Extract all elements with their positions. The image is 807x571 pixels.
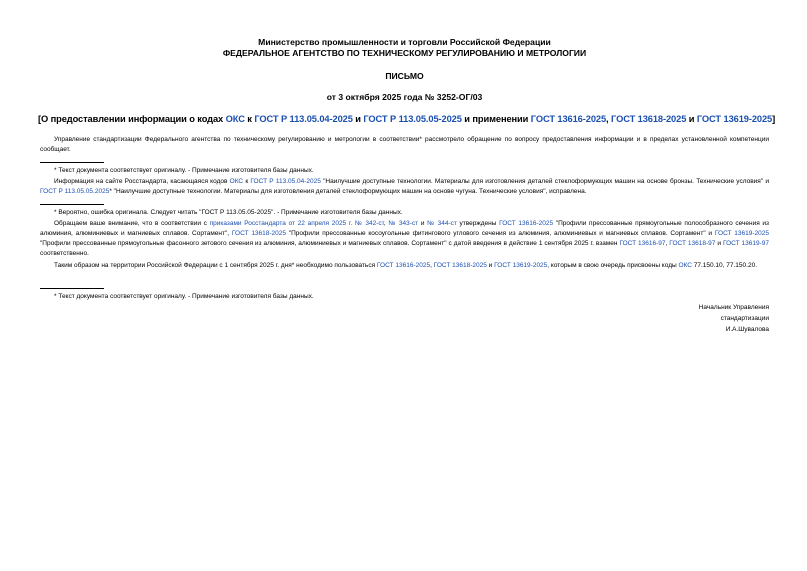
signature-position: Начальник Управления	[698, 304, 769, 311]
gost-13619-2025-link[interactable]: ГОСТ 13619-2025	[714, 230, 770, 237]
paragraph-text: и	[715, 240, 723, 247]
paragraph-text: "Профили прессованные прямоугольные полособразного сечения из алюминия, алюминиевых и магниевых сплавов. Сортамент",	[40, 220, 770, 237]
agency-name: ФЕДЕРАЛЬНОЕ АГЕНТСТВО ПО ТЕХНИЧЕСКОМУ РЕГУЛИРОВАНИЮ И МЕТРОЛОГИИ	[222, 48, 587, 58]
footnote-1: * Текст документа соответствует оригиналу. - Примечание изготовителя базы данных.	[54, 167, 314, 174]
gost-13619-97-link[interactable]: ГОСТ 13619-97	[722, 240, 770, 247]
gost-13618-2025-link[interactable]: ГОСТ 13618-2025	[231, 230, 287, 237]
subject-text: и	[686, 114, 697, 124]
okc-link[interactable]: ОКС	[225, 114, 245, 124]
paragraph-text: Таким образом на территории Российской Федерации с 1 сентября 2025 г. дня* необходимо пользоваться	[54, 262, 377, 269]
document-date-number: от 3 октября 2025 года № 3252-ОГ/03	[326, 92, 483, 102]
rosstandart-orders-link[interactable]: приказами Росстандарта от 22 апреля 2025 г. № 342-ст	[209, 220, 384, 227]
signature-department: стандартизации	[720, 315, 769, 322]
gost-13616-2025-link[interactable]: ГОСТ 13616-2025	[530, 114, 607, 124]
document-type: ПИСЬМО	[385, 71, 424, 81]
paragraph-text: * "Наилучшие доступные технологии. Материалы для изготовления деталей стеклоформующих машин на основе чугуна. Технические условия", исправлена.	[109, 188, 587, 195]
gost-13618-2025-link[interactable]: ГОСТ 13618-2025	[611, 114, 687, 124]
footnote-3: * Текст документа соответствует оригиналу. - Примечание изготовителя базы данных.	[54, 293, 314, 300]
subject-text: [О предоставлении информации о кодах	[38, 114, 226, 124]
paragraph-text: соответственно.	[40, 250, 89, 257]
gost-r-113-05-05-link[interactable]: ГОСТ Р 113.05.05-2025	[363, 114, 462, 124]
paragraph-text: "Профили прессованные косоугольные фитингового углового сечения из алюминия, алюминиевых и магниевых сплавов. Сортамент" и	[286, 230, 715, 237]
ministry-name: Министерство промышленности и торговли Российской Федерации	[258, 37, 551, 47]
paragraph-text: утверждены	[456, 220, 500, 227]
gost-13618-97-link[interactable]: ГОСТ 13618-97	[669, 240, 716, 247]
gost-13619-2025-link[interactable]: ГОСТ 13619-2025	[494, 262, 548, 269]
subject-text: ]	[772, 114, 776, 124]
gost-r-113-05-04-link[interactable]: ГОСТ Р 113.05.04-2025	[250, 178, 321, 185]
gost-13616-97-link[interactable]: ГОСТ 13616-97	[619, 240, 666, 247]
paragraph-text: ,	[430, 262, 434, 269]
gost-r-113-05-04-link[interactable]: ГОСТ Р 113.05.04-2025	[254, 114, 353, 124]
subject-text: и применении	[461, 114, 531, 124]
gost-13619-2025-link[interactable]: ГОСТ 13619-2025	[696, 114, 773, 124]
paragraph-approved-standards	[40, 219, 769, 259]
paragraph-text: "Профили прессованные прямоугольные фасонного зетового сечения из алюминия, алюминиевых и магниевых сплавов. Сортамент" с датой введения в действие 1 сентября 2025 г. взамен	[40, 240, 620, 247]
footnote-2: * Вероятно, ошибка оригинала. Следует читать "ГОСТ Р 113.05.05-2025". - Примечание изготовителя базы данных.	[54, 209, 403, 216]
gost-r-113-05-05-link[interactable]: ГОСТ Р 113.05.05.2025	[40, 188, 110, 195]
okc-link[interactable]: ОКС	[678, 262, 692, 269]
paragraph-text: 77.150.10, 77.150.20.	[691, 262, 757, 269]
paragraph-text: Информация на сайте Росстандарта, касающаяся кодов	[54, 178, 230, 185]
paragraph-text: , которым в свою очередь присвоены коды	[547, 262, 679, 269]
paragraph-intro: Управление стандартизации Федерального агентства по техническому регулированию и метрологии в соответствии* рассмотрело обращение по вопросу предоставления информации и в пределах установленной компетенции сообщает.	[40, 136, 769, 153]
footnote-rule	[40, 162, 104, 163]
document-subject	[38, 113, 776, 125]
paragraph-text: "Наилучшие доступные технологии. Материалы для изготовления деталей стеклоформующих машин на основе бронзы. Технические условия" и	[320, 178, 769, 185]
subject-text: к	[244, 114, 255, 124]
paragraph-text: ,	[665, 240, 670, 247]
order-344-link[interactable]: № 344-ст	[427, 220, 457, 227]
okc-link[interactable]: ОКС	[229, 178, 244, 185]
paragraph-text: ,	[383, 220, 389, 227]
gost-13616-2025-link[interactable]: ГОСТ 13616-2025	[376, 262, 431, 269]
footnote-rule	[40, 288, 104, 289]
signature-name: И.А.Шувалова	[725, 326, 769, 333]
subject-text: и	[352, 114, 364, 124]
paragraph-text: и	[418, 220, 428, 227]
paragraph-okc-info	[40, 177, 769, 197]
paragraph-conclusion	[40, 261, 769, 271]
gost-13616-2025-link[interactable]: ГОСТ 13616-2025	[499, 220, 554, 227]
order-343-link[interactable]: № 343-ст	[388, 220, 419, 227]
gost-13618-2025-link[interactable]: ГОСТ 13618-2025	[433, 262, 487, 269]
paragraph-text: к	[243, 178, 251, 185]
subject-text: ,	[606, 114, 612, 124]
paragraph-text: и	[486, 262, 495, 269]
footnote-rule	[40, 204, 104, 205]
paragraph-text: Обращаем ваше внимание, что в соответствии с	[54, 220, 210, 227]
